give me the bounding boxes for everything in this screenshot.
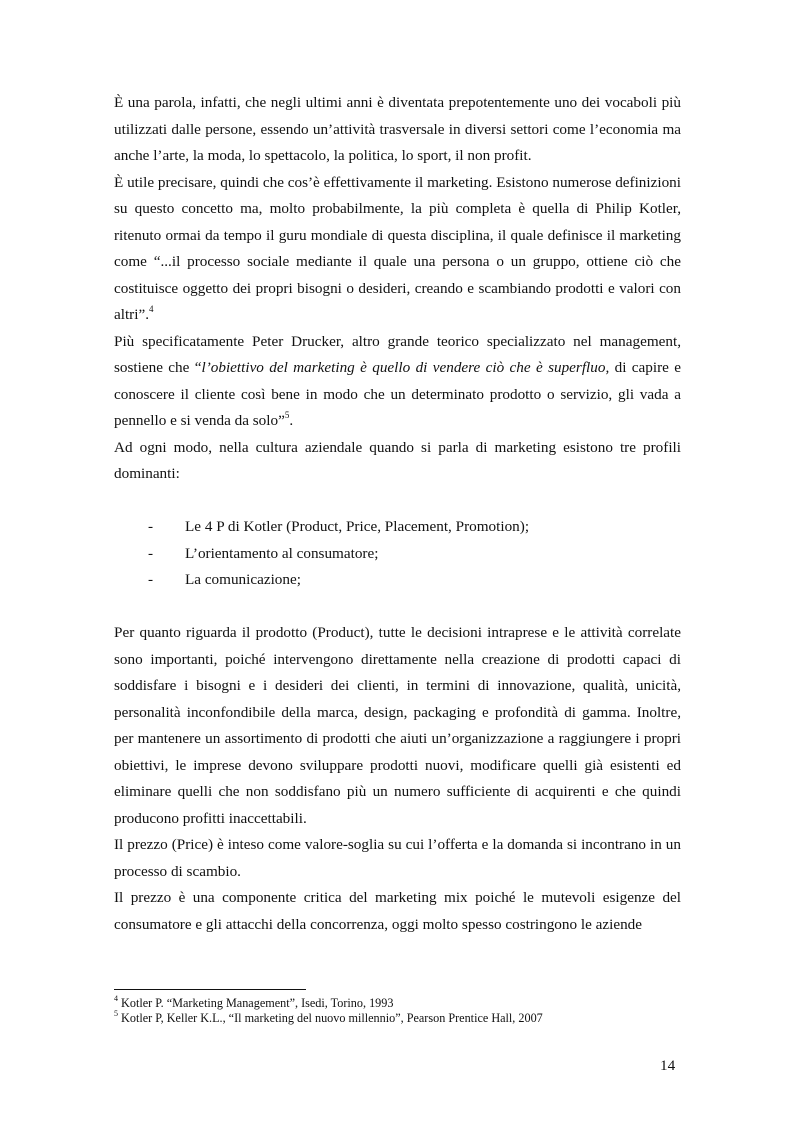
footnote-number: 5: [114, 1008, 118, 1018]
footnote-divider: [114, 989, 306, 990]
paragraph-price-definition: Il prezzo (Price) è inteso come valore-soglia su cui l’offerta e la domanda si incontrano in un processo di scambio.: [114, 836, 681, 880]
footnote-text: Kotler P, Keller K.L., “Il marketing del nuovo millennio”, Pearson Prentice Hall, 2007: [118, 1011, 543, 1025]
paragraph-text: di capire e conoscere il cliente così bene in modo che un determinato prodotto o servizio, gli vada a pennello e si venda da solo”: [114, 359, 681, 429]
paragraph-marketing-word: È una parola, infatti, che negli ultimi anni è diventata prepotentemente uno dei vocaboli più utilizzati dalle persone, essendo un’attività trasversale in diversi settori come l’economia ma anche l’arte, la moda, lo spettacolo, la politica, lo sport, il non profit.: [114, 94, 681, 164]
paragraph-text: Più specificatamente Peter Drucker, altro grande teorico specializzato nel management, sostiene che “: [114, 332, 681, 376]
footnote-4: [114, 993, 681, 1011]
profiles-list: [114, 514, 681, 594]
list-item: [114, 541, 681, 568]
paragraph-product: Per quanto riguarda il prodotto (Product), tutte le decisioni intraprese e le attività correlate sono importanti, poiché intervengono direttamente nella creazione di prodotti capaci di soddisfare i bisogni e i desideri dei clienti, in termini di innovazione, qualità, unicità, personalità inconfondibile della marca, design, packaging e profondità di gamma. Inoltre, per mantenere un assortimento di prodotti che aiuti un’organizzazione a raggiungere i propri obiettivi, le imprese devono sviluppare prodotti nuovi, modificare quelli già esistenti ed eliminare quelli che non soddisfano più un numero sufficiente di acquirenti e che quindi producono profitti inaccettabili.: [114, 624, 681, 827]
list-item-text: Le 4 P di Kotler (Product, Price, Placement, Promotion);: [185, 518, 530, 535]
footnote-ref-4[interactable]: 4: [149, 303, 154, 314]
footnotes: [114, 989, 681, 1026]
list-item-text: L’orientamento al consumatore;: [185, 544, 379, 562]
list-item: [114, 567, 681, 594]
list-dash: -: [148, 518, 154, 535]
paragraph-profiles-intro: Ad ogni modo, nella cultura aziendale quando si parla di marketing esistono tre profili dominanti:: [114, 438, 681, 482]
page-number: 14: [660, 1057, 676, 1074]
drucker-quote-italic: l’obiettivo del marketing è quello di vendere ciò che è superfluo,: [201, 359, 610, 376]
paragraph-text: .: [289, 412, 294, 429]
paragraph-price-critical: Il prezzo è una componente critica del marketing mix poiché le mutevoli esigenze del consumatore e gli attacchi della concorrenza, oggi molto spesso costringono le aziende: [114, 889, 681, 933]
page-body: [114, 90, 681, 938]
list-dash: -: [148, 544, 154, 562]
paragraph-drucker: [114, 329, 681, 435]
list-item: [114, 514, 681, 541]
paragraph-text: È utile precisare, quindi che cos’è effettivamente il marketing. Esistono numerose definizioni su questo concetto ma, molto probabilmente, la più completa è quella di Philip Kotler, ritenuto ormai da tempo il guru mondiale di questa disciplina, il quale definisce il marketing come “...il processo sociale mediante il quale una persona o un gruppo, ottiene ciò che costituisce oggetto dei propri bisogni o desideri, creando e scambiando prodotti e valori con altri”.: [114, 173, 681, 323]
spacer: [114, 488, 681, 515]
footnote-text: Kotler P. “Marketing Management”, Isedi, Torino, 1993: [118, 996, 394, 1010]
footnote-number: 4: [114, 993, 118, 1003]
list-dash: -: [148, 571, 154, 588]
list-item-text: La comunicazione;: [185, 571, 301, 588]
footnote-ref-5[interactable]: 5: [284, 409, 290, 420]
footnote-5: [114, 1008, 681, 1026]
spacer: [114, 594, 681, 621]
paragraph-kotler-definition: [114, 170, 681, 329]
